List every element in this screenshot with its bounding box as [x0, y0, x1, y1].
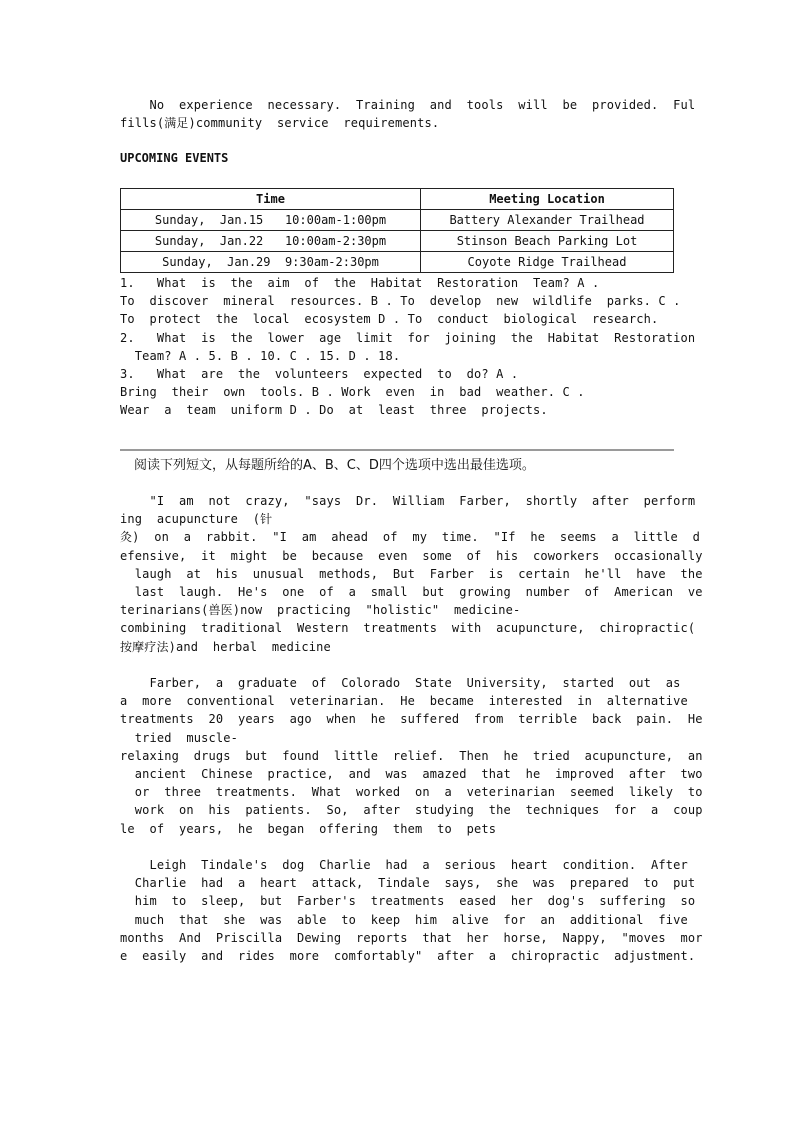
question-line: 2. What is the lower age limit for joining the Habitat Restoration	[120, 330, 696, 345]
passage-line: terinarians(兽医)now practicing "holistic" medicine-	[120, 603, 521, 618]
events-table	[120, 188, 674, 273]
passage-paragraph	[120, 856, 703, 965]
question-line: 1. What is the aim of the Habitat Restoration Team? A .	[120, 276, 600, 290]
question-line: To discover mineral resources. B . To develop new wildlife parks. C .	[120, 294, 681, 309]
intro-paragraph	[120, 96, 696, 132]
cell-location: Stinson Beach Parking Lot	[421, 231, 674, 252]
passage-line: Farber, a graduate of Colorado State University, started out as	[120, 676, 681, 691]
passage-line: laugh at his unusual methods, But Farber is certain he'll have the	[120, 566, 703, 581]
passage-line: "I am not crazy, "says Dr. William Farber, shortly after perform	[120, 494, 696, 508]
passage-line: a more conventional veterinarian. He became interested in alternative	[120, 694, 688, 709]
passage-line: e easily and rides more comfortably" after a chiropractic adjustment.	[120, 949, 696, 964]
intro-line: fills(满足)community service requirements.	[120, 116, 440, 131]
question-line: Wear a team uniform D . Do at least three projects.	[120, 403, 548, 418]
cell-location: Battery Alexander Trailhead	[421, 210, 674, 231]
header-time: Time	[121, 189, 421, 210]
header-location: Meeting Location	[421, 189, 674, 210]
passage-line: ing acupuncture (针	[120, 512, 273, 527]
passage-line: 灸) on a rabbit. "I am ahead of my time. "If he seems a little d	[120, 530, 700, 545]
passage-line: efensive, it might be because even some of his coworkers occasionally	[120, 548, 703, 563]
passage-line: combining traditional Western treatments with acupuncture, chiropractic(	[120, 621, 696, 636]
reading-passage	[120, 492, 703, 965]
passage-line: last laugh. He's one of a small but growing number of American ve	[120, 585, 703, 600]
section-divider	[120, 449, 674, 451]
cell-time: Sunday, Jan.22 10:00am-2:30pm	[121, 231, 421, 252]
question-line: 3. What are the volunteers expected to do? A .	[120, 367, 519, 382]
table-row	[121, 231, 674, 252]
passage-line: work on his patients. So, after studying the techniques for a coup	[120, 803, 703, 818]
passage-line: 按摩疗法)and herbal medicine	[120, 639, 331, 654]
passage-paragraph	[120, 492, 703, 656]
passage-line: tried muscle-	[120, 730, 238, 745]
passage-line: or three treatments. What worked on a veterinarian seemed likely to	[120, 785, 703, 800]
intro-line: No experience necessary. Training and tools will be provided. Ful	[120, 98, 696, 112]
passage-line: him to sleep, but Farber's treatments eased her dog's suffering so	[120, 894, 696, 909]
passage-paragraph	[120, 674, 703, 838]
passage-line: Leigh Tindale's dog Charlie had a serious heart condition. After	[120, 858, 688, 873]
passage-line: Charlie had a heart attack, Tindale says, she was prepared to put	[120, 876, 696, 891]
question-line: Bring their own tools. B . Work even in bad weather. C .	[120, 385, 585, 400]
passage-line: relaxing drugs but found little relief. Then he tried acupuncture, an	[120, 748, 703, 763]
passage-line: ancient Chinese practice, and was amazed that he improved after two	[120, 767, 703, 782]
cell-location: Coyote Ridge Trailhead	[421, 252, 674, 273]
passage-line: le of years, he began offering them to pets	[120, 821, 497, 836]
table-row	[121, 252, 674, 273]
question-line: To protect the local ecosystem D . To conduct biological research.	[120, 312, 659, 327]
question-line: Team? A . 5. B . 10. C . 15. D . 18.	[120, 348, 401, 363]
cell-time: Sunday, Jan.15 10:00am-1:00pm	[121, 210, 421, 231]
table-header-row	[121, 189, 674, 210]
events-heading: UPCOMING EVENTS	[120, 151, 229, 165]
reading-instruction: 阅读下列短文，从每题所给的A、B、C、D四个选项中选出最佳选项。	[134, 458, 535, 473]
cell-time: Sunday, Jan.29 9:30am-2:30pm	[121, 252, 421, 273]
questions-block	[120, 274, 696, 420]
passage-line: months And Priscilla Dewing reports that her horse, Nappy, "moves mor	[120, 930, 703, 945]
table-row	[121, 210, 674, 231]
passage-line: much that she was able to keep him alive for an additional five	[120, 912, 688, 927]
passage-line: treatments 20 years ago when he suffered from terrible back pain. He	[120, 712, 703, 727]
